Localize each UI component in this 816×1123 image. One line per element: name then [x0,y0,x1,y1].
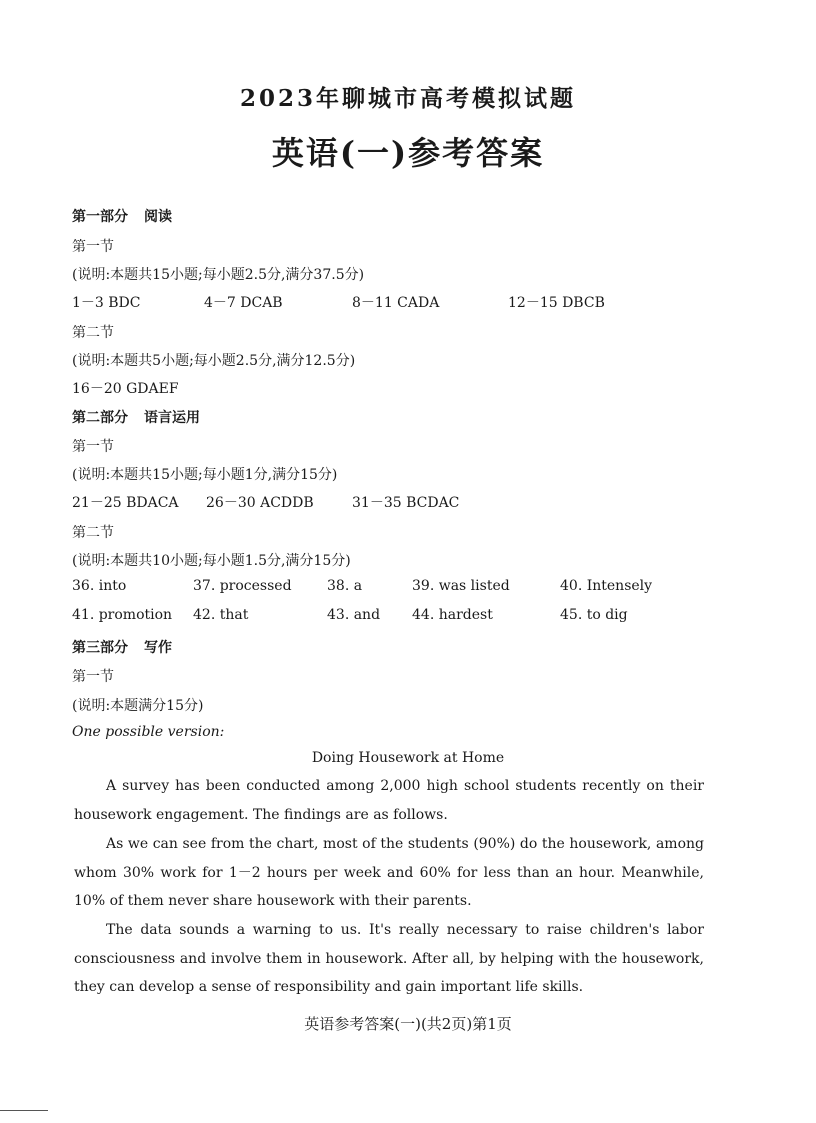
part3-heading-name: 写作 [144,640,172,656]
version-label: One possible version: [72,724,225,740]
essay-paragraph: A survey has been conducted among 2,000 high school students recently on their housework engagement. The findings are as follows. [74,778,704,823]
blank-answer: 37. processed [193,578,292,594]
answer-group: 31－35 BCDAC [352,495,460,511]
part2-sec1-label: 第一节 [72,439,114,455]
blank-answer: 43. and [327,607,381,623]
part2-sec2-label: 第二节 [72,525,114,541]
answer-group: 8－11 CADA [352,295,440,311]
exam-title: 2023年聊城市高考模拟试题 [239,85,576,112]
answer-group: 1－3 BDC [72,295,141,311]
part3-heading [72,637,172,657]
part1-sec1-note: (说明:本题共15小题;每小题2.5分,满分37.5分) [72,267,365,283]
blank-answer: 39. was listed [412,578,510,594]
blank-answer: 36. into [72,578,127,594]
part2-heading [72,407,200,427]
part1-sec2-note: (说明:本题共5小题;每小题2.5分,满分12.5分) [72,353,356,369]
answer-group: 26－30 ACDDB [206,495,314,511]
blank-answer: 44. hardest [412,607,493,623]
answer-group: 12－15 DBCB [508,295,605,311]
essay-paragraph: The data sounds a warning to us. It's really necessary to raise children's labor consciousness and involve them in housework. After all, by helping with the housework, they can develop a sense of responsibility and gain important life skills. [74,922,704,995]
part2-heading-name: 语言运用 [144,410,200,426]
answer-key-title: 英语(一)参考答案 [271,134,545,172]
answer-group: 16－20 GDAEF [72,381,179,397]
part1-sec1-label: 第一节 [72,239,114,255]
part2-sec1-note: (说明:本题共15小题;每小题1分,满分15分) [72,467,338,483]
blank-answer: 40. Intensely [560,578,653,594]
essay-paragraph: As we can see from the chart, most of the students (90%) do the housework, among whom 30% work for 1－2 hours per week and 60% for less than an hour. Meanwhile, 10% of them never share housework with their parents. [74,836,704,909]
part3-sec1-label: 第一节 [72,669,114,685]
part2-heading-number: 第二部分 [72,410,128,426]
part1-heading [72,206,172,226]
blank-answer: 45. to dig [560,607,628,623]
part1-sec2-label: 第二节 [72,325,114,341]
page-footer: 英语参考答案(一)(共2页)第1页 [304,1015,512,1033]
part3-sec1-note: (说明:本题满分15分) [72,698,204,714]
blank-answer: 42. that [193,607,249,623]
part3-heading-number: 第三部分 [72,640,128,656]
essay-title: Doing Housework at Home [311,750,505,766]
part1-heading-number: 第一部分 [72,209,128,225]
answer-group: 4－7 DCAB [204,295,283,311]
part2-sec2-note: (说明:本题共10小题;每小题1.5分,满分15分) [72,553,351,569]
blank-answer: 41. promotion [72,607,173,623]
corner-mark [0,1110,48,1111]
part1-heading-name: 阅读 [144,209,172,225]
answer-group: 21－25 BDACA [72,495,179,511]
blank-answer: 38. a [327,578,363,594]
